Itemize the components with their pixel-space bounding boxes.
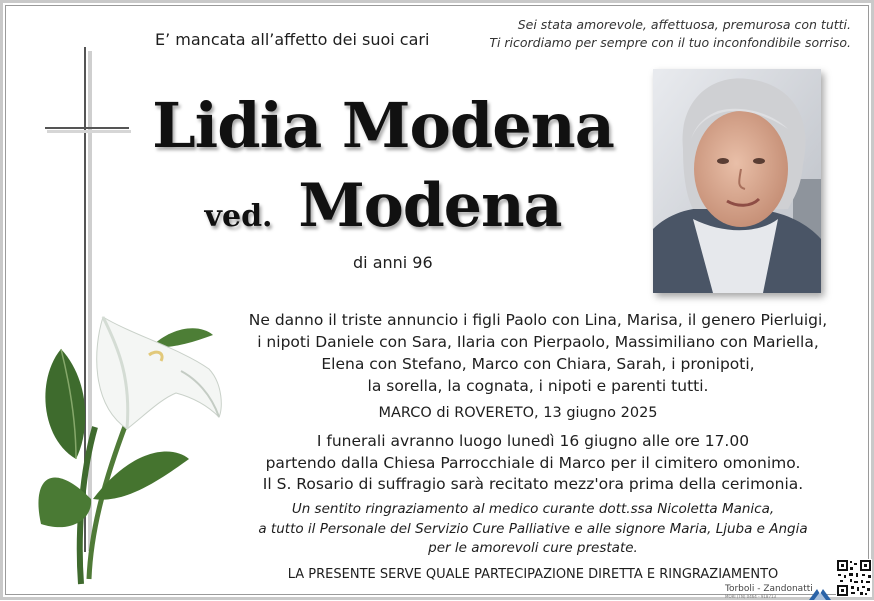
logo-sub: MORI (TN) 0464 - 918713 [725, 594, 777, 599]
widow-abbrev: ved. [204, 199, 273, 234]
funeral-line: partendo dalla Chiesa Parrocchiale di Marco per il cimitero omonimo. [265, 453, 801, 472]
qr-code-icon[interactable] [836, 559, 872, 597]
intro-text: E’ mancata all’affetto dei suoi cari [155, 30, 430, 49]
thanks-line: per le amorevoli cure prestate. [428, 540, 638, 556]
deceased-name: Lidia Modena [152, 89, 614, 162]
deceased-maiden-name [3, 171, 763, 241]
age-text: di anni 96 [353, 253, 433, 272]
funeral-line: I funerali avranno luogo lunedì 16 giugno alle ore 17.00 [316, 432, 750, 450]
announcement-line: i nipoti Daniele con Sara, Ilaria con Pierpaolo, Massimiliano con Mariella, [257, 333, 819, 351]
footer-notice: LA PRESENTE SERVE QUALE PARTECIPAZIONE DIRETTA E RINGRAZIAMENTO [287, 567, 779, 582]
memorial-quote [431, 16, 851, 52]
funeral-line: Il S. Rosario di suffragio sarà recitato mezz'ora prima della cerimonia. [262, 475, 804, 493]
quote-line: Sei stata amorevole, affettuosa, premurosa con tutti. [517, 17, 851, 32]
portrait-icon [653, 69, 821, 293]
announcement [193, 309, 874, 397]
portrait-photo [653, 69, 821, 293]
announcement-line: Elena con Stefano, Marco con Chiara, Sarah, i pronipoti, [321, 355, 755, 373]
funeral-details [213, 431, 853, 496]
thanks-line: Un sentito ringraziamento al medico curante dott.ssa Nicoletta Manica, [291, 501, 775, 517]
maiden-name: Modena [298, 171, 562, 241]
quote-line: Ti ricordiamo per sempre con il tuo inconfondibile sorriso. [489, 35, 851, 50]
logo-mark-icon [808, 587, 832, 601]
thanks-line: a tutto il Personale del Servizio Cure Palliative e alle signore Maria, Ljuba e Angia [258, 520, 808, 537]
logo-name: Torboli - Zandonatti [725, 584, 813, 594]
acknowledgements [213, 500, 853, 559]
funeral-home-logo [725, 584, 813, 599]
announcement-line: la sorella, la cognata, i nipoti e parenti tutti. [367, 377, 709, 395]
announcement-line: Ne danno il triste annuncio i figli Paolo con Lina, Marisa, il genero Pierluigi, [248, 311, 828, 329]
place-date: MARCO di ROVERETO, 13 giugno 2025 [378, 405, 658, 421]
